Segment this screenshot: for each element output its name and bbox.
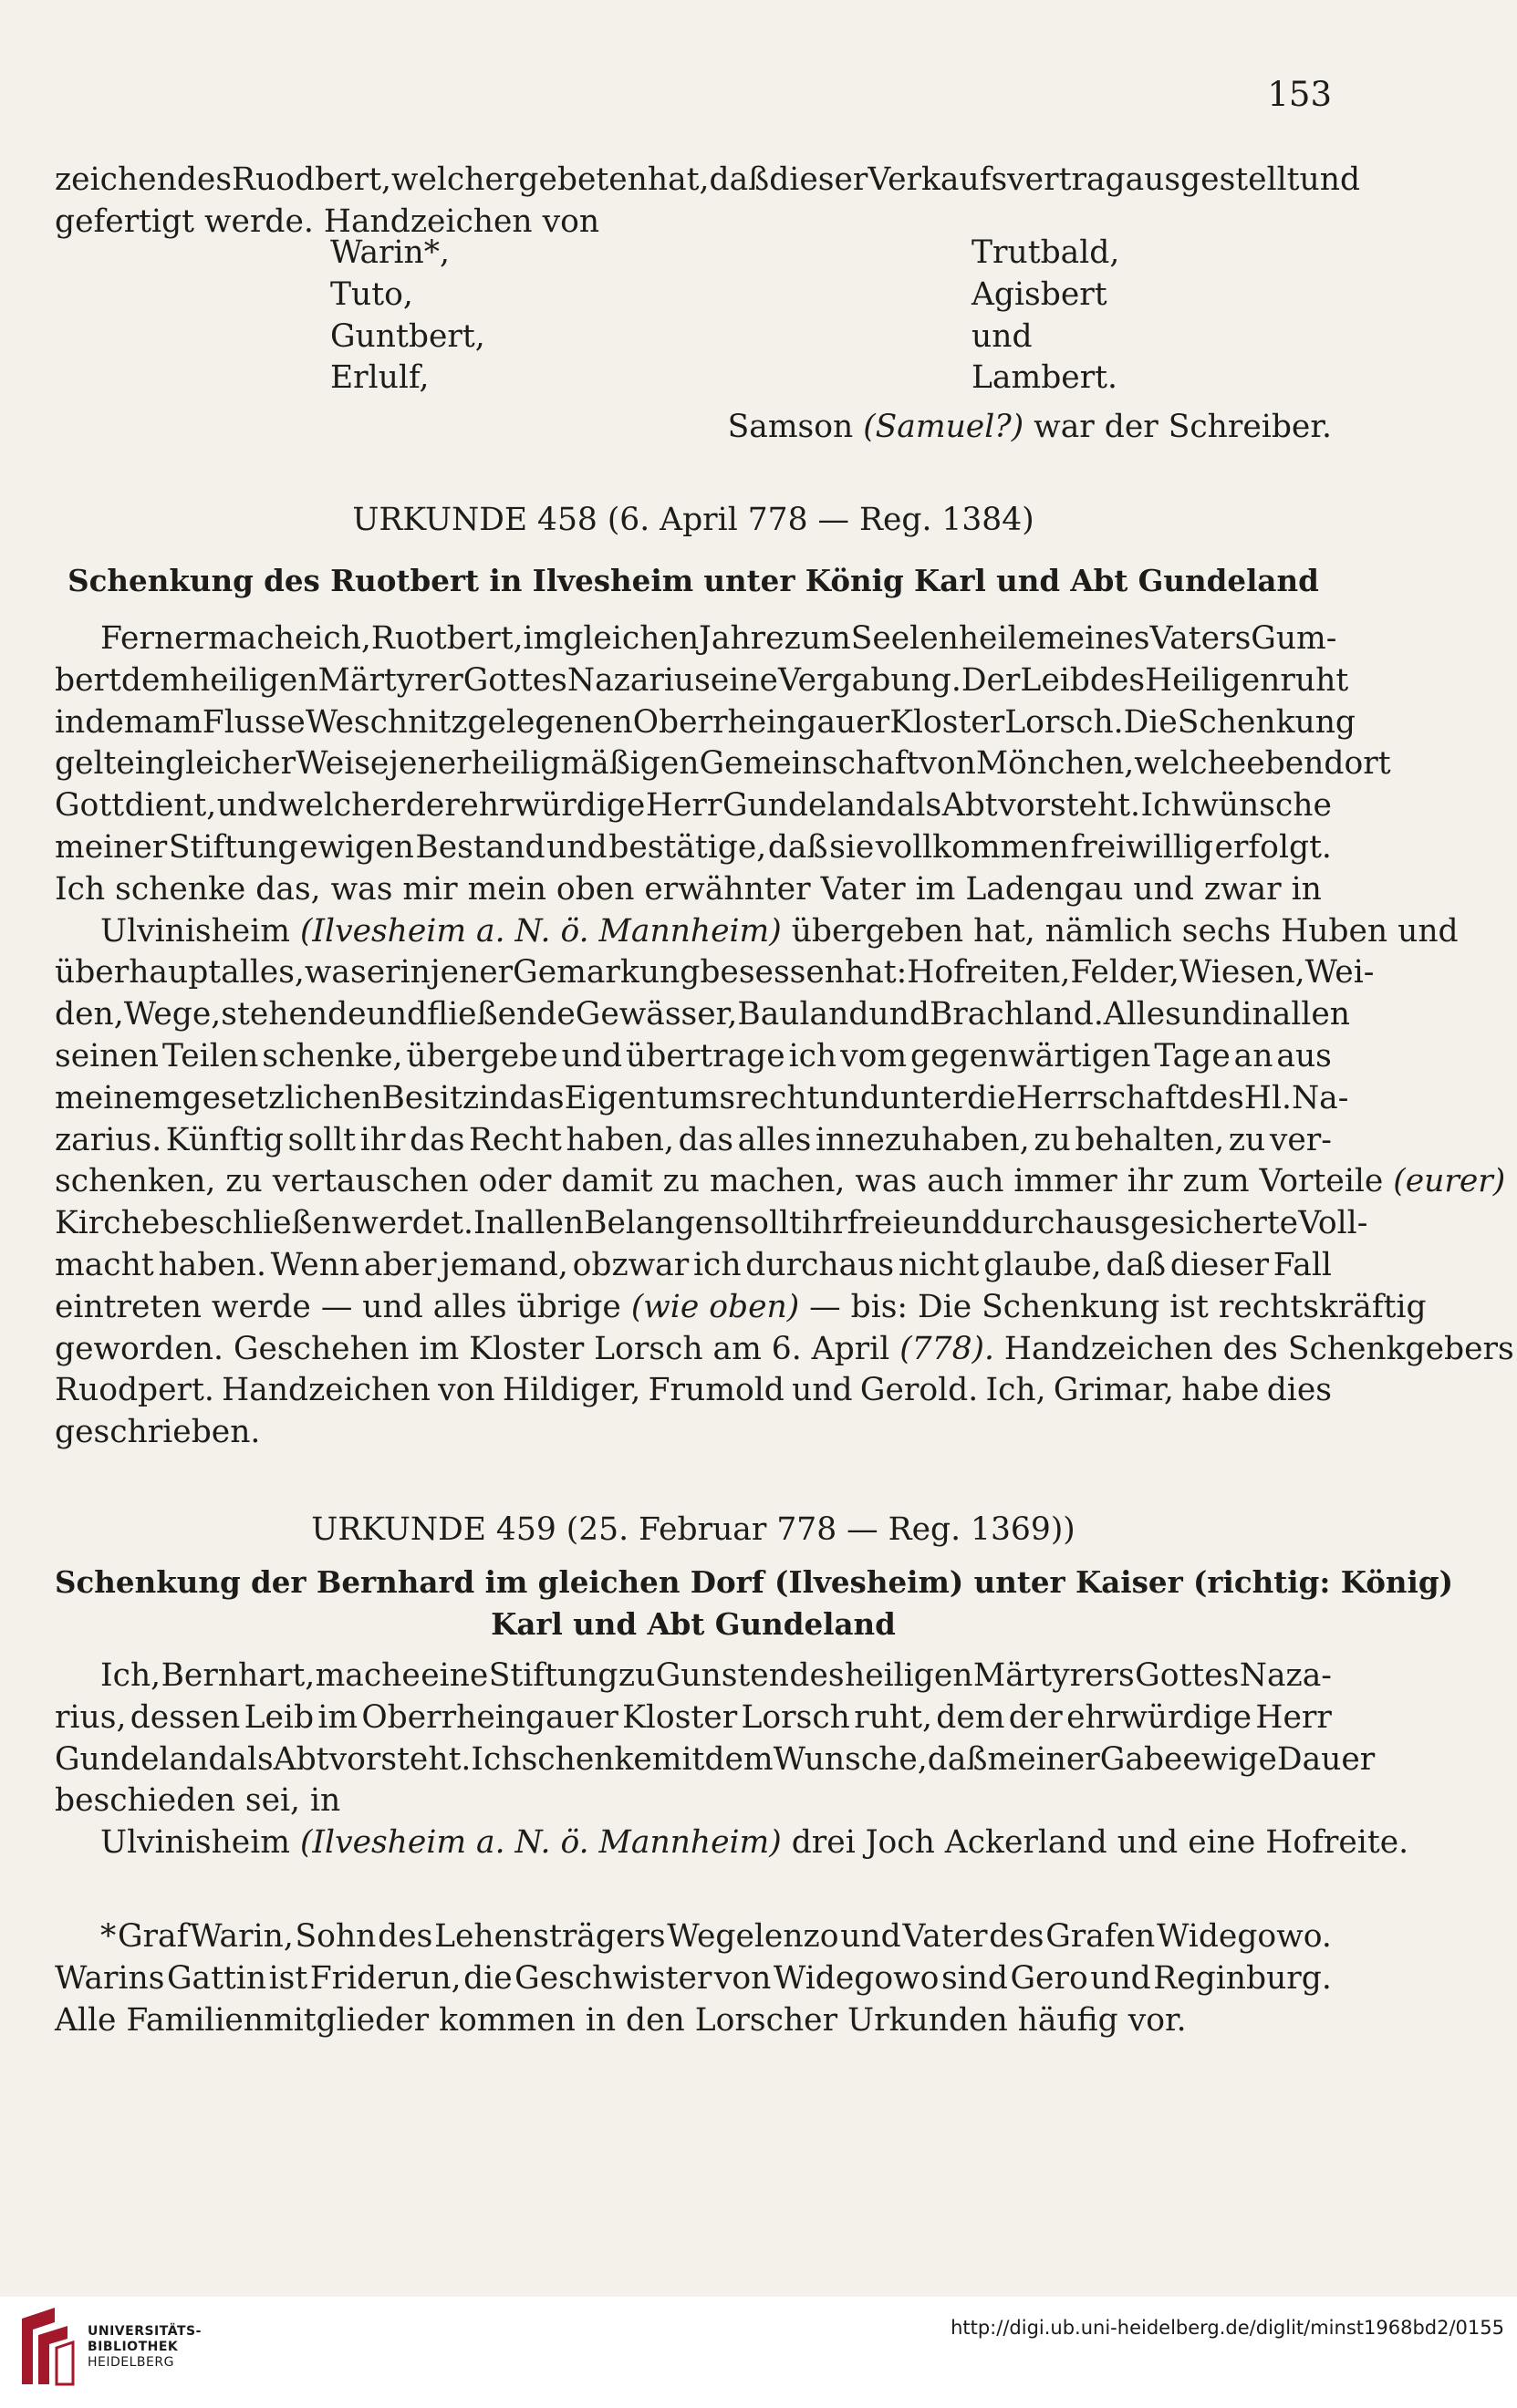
urkunde-458-heading: URKUNDE 458 (6. April 778 — Reg. 1384) bbox=[352, 502, 1034, 538]
urkunde-458-subheading: Schenkung des Ruotbert in Ilvesheim unter König Karl und Abt Gundeland bbox=[68, 563, 1319, 598]
urkunde-458-body bbox=[55, 618, 1514, 1454]
body-line: eintreten werde — und alles übrige (wie oben) — bis: Die Schenkung ist rechtskräftig bbox=[55, 1288, 1427, 1325]
footnote-line: Warins Gattin ist Friderun, die Geschwister von Widegowo sind Gero und Reginburg. bbox=[55, 1959, 1332, 1997]
intro-line: zeichen des Ruodbert, welcher gebeten hat, daß dieser Verkaufsvertrag ausgestellt und bbox=[55, 161, 1361, 198]
body-line: den, Wege, stehende und fließende Gewässer, Bauland und Brachland. Alles und in allen bbox=[55, 996, 1350, 1033]
body-line: Gundeland als Abt vorsteht. Ich schenke mit dem Wunsche, daß meiner Gabe ewige Dauer bbox=[55, 1740, 1376, 1778]
body-line: überhaupt alles, was er in jener Gemarkung besessen hat: Hofreiten, Felder, Wiesen, Wei- bbox=[55, 954, 1375, 991]
signatory-name: Erlulf, bbox=[330, 359, 430, 397]
place-line: Ulvinisheim (Ilvesheim a. N. ö. Mannheim) übergeben hat, nämlich sechs Huben und bbox=[100, 912, 1459, 950]
urkunde-459-heading: URKUNDE 459 (25. Februar 778 — Reg. 1369)) bbox=[311, 1511, 1075, 1548]
body-line: Ruodpert. Handzeichen von Hildiger, Frumold und Gerold. Ich, Grimar, habe dies bbox=[55, 1372, 1332, 1409]
body-line: Ferner mache ich, Ruotbert, im gleichen Jahre zum Seelenheile meines Vaters Gum- bbox=[100, 620, 1337, 657]
body-line: Ich schenke das, was mir mein oben erwähnter Vater im Ladengau und zwar in bbox=[55, 870, 1322, 908]
body-line: in dem am Flusse Weschnitz gelegenen Oberrheingauer Kloster Lorsch. Die Schenkung bbox=[55, 703, 1356, 741]
place-line: Ulvinisheim (Ilvesheim a. N. ö. Mannheim) drei Joch Ackerland und eine Hofreite. bbox=[100, 1824, 1409, 1862]
body-line: Gott dient, und welcher der ehrwürdige Herr Gundeland als Abt vorsteht. Ich wünsche bbox=[55, 787, 1332, 825]
signatory-name: und bbox=[972, 317, 1033, 355]
body-line: macht haben. Wenn aber jemand, obzwar ich durchaus nicht glaube, daß dieser Fall bbox=[55, 1246, 1332, 1283]
urkunde-459-subheading: Schenkung der Bernhard im gleichen Dorf (Ilvesheim) unter Kaiser (richtig: König) bbox=[55, 1564, 1453, 1600]
signatory-name: Guntbert, bbox=[330, 317, 485, 355]
signatory-name: Agisbert bbox=[972, 275, 1107, 313]
library-footer bbox=[0, 2297, 1517, 2408]
footnote-line: Alle Familienmitglieder kommen in den Lorscher Urkunden häufig vor. bbox=[55, 2001, 1187, 2039]
library-logo-icon bbox=[13, 2302, 77, 2390]
source-url-link[interactable]: http://digi.ub.uni-heidelberg.de/diglit/minst1968bd2/0155 bbox=[951, 2317, 1504, 2339]
body-line: Kirche beschließen werdet. In allen Belangen sollt ihr freie und durchaus gesicherte Voll- bbox=[55, 1205, 1368, 1242]
body-line: geworden. Geschehen im Kloster Lorsch am 6. April (778). Handzeichen des Schenkgebers bbox=[55, 1330, 1514, 1367]
scribe-line: Samson (Samuel?) war der Schreiber. bbox=[727, 409, 1332, 445]
library-name: UNIVERSITÄTS- BIBLIOTHEK HEIDELBERG bbox=[88, 2324, 202, 2370]
footnote bbox=[55, 1916, 1332, 2041]
page-number: 153 bbox=[1267, 75, 1332, 114]
body-line: rius, dessen Leib im Oberrheingauer Kloster Lorsch ruht, dem der ehrwürdige Herr bbox=[55, 1698, 1332, 1736]
intro-paragraph bbox=[55, 160, 1361, 244]
intro-line: gefertigt werde. Handzeichen von bbox=[55, 202, 600, 240]
footnote-line: * Graf Warin, Sohn des Lehensträgers Wegelenzo und Vater des Grafen Widegowo. bbox=[100, 1918, 1332, 1955]
body-line: Ich, Bernhart, mache eine Stiftung zu Gunsten des heiligen Märtyrers Gottes Naza- bbox=[100, 1657, 1332, 1694]
signatory-name: Trutbald, bbox=[972, 234, 1120, 271]
signatory-name: Lambert. bbox=[972, 359, 1118, 397]
body-line: beschieden sei, in bbox=[55, 1782, 341, 1820]
body-line: zarius. Künftig sollt ihr das Recht haben, das alles innezuhaben, zu behalten, zu ver- bbox=[55, 1121, 1332, 1158]
body-line: bert dem heiligen Märtyrer Gottes Nazarius eine Vergabung. Der Leib des Heiligen ruht bbox=[55, 661, 1349, 699]
body-line: seinen Teilen schenke, übergebe und übertrage ich vom gegenwärtigen Tage an aus bbox=[55, 1037, 1332, 1074]
body-line: gelte in gleicher Weise jener heiligmäßigen Gemeinschaft von Mönchen, welche ebendort bbox=[55, 745, 1391, 783]
body-line: meiner Stiftung ewigen Bestand und bestätige, daß sie vollkommen freiwillig erfolgt. bbox=[55, 828, 1332, 866]
urkunde-459-subheading-2: Karl und Abt Gundeland bbox=[491, 1606, 896, 1642]
signatories-right bbox=[972, 233, 1119, 400]
body-line: geschrieben. bbox=[55, 1414, 261, 1451]
signatories-left bbox=[330, 233, 485, 400]
urkunde-459-body bbox=[55, 1656, 1409, 1864]
body-line: schenken, zu vertauschen oder damit zu machen, was auch immer ihr zum Vorteile (eurer) bbox=[55, 1163, 1506, 1200]
body-line: meinem gesetzlichen Besitz in das Eigentumsrecht und unter die Herrschaft des Hl. Na- bbox=[55, 1079, 1349, 1116]
signatory-name: Tuto, bbox=[330, 275, 413, 313]
signatory-name: Warin*, bbox=[330, 234, 450, 271]
